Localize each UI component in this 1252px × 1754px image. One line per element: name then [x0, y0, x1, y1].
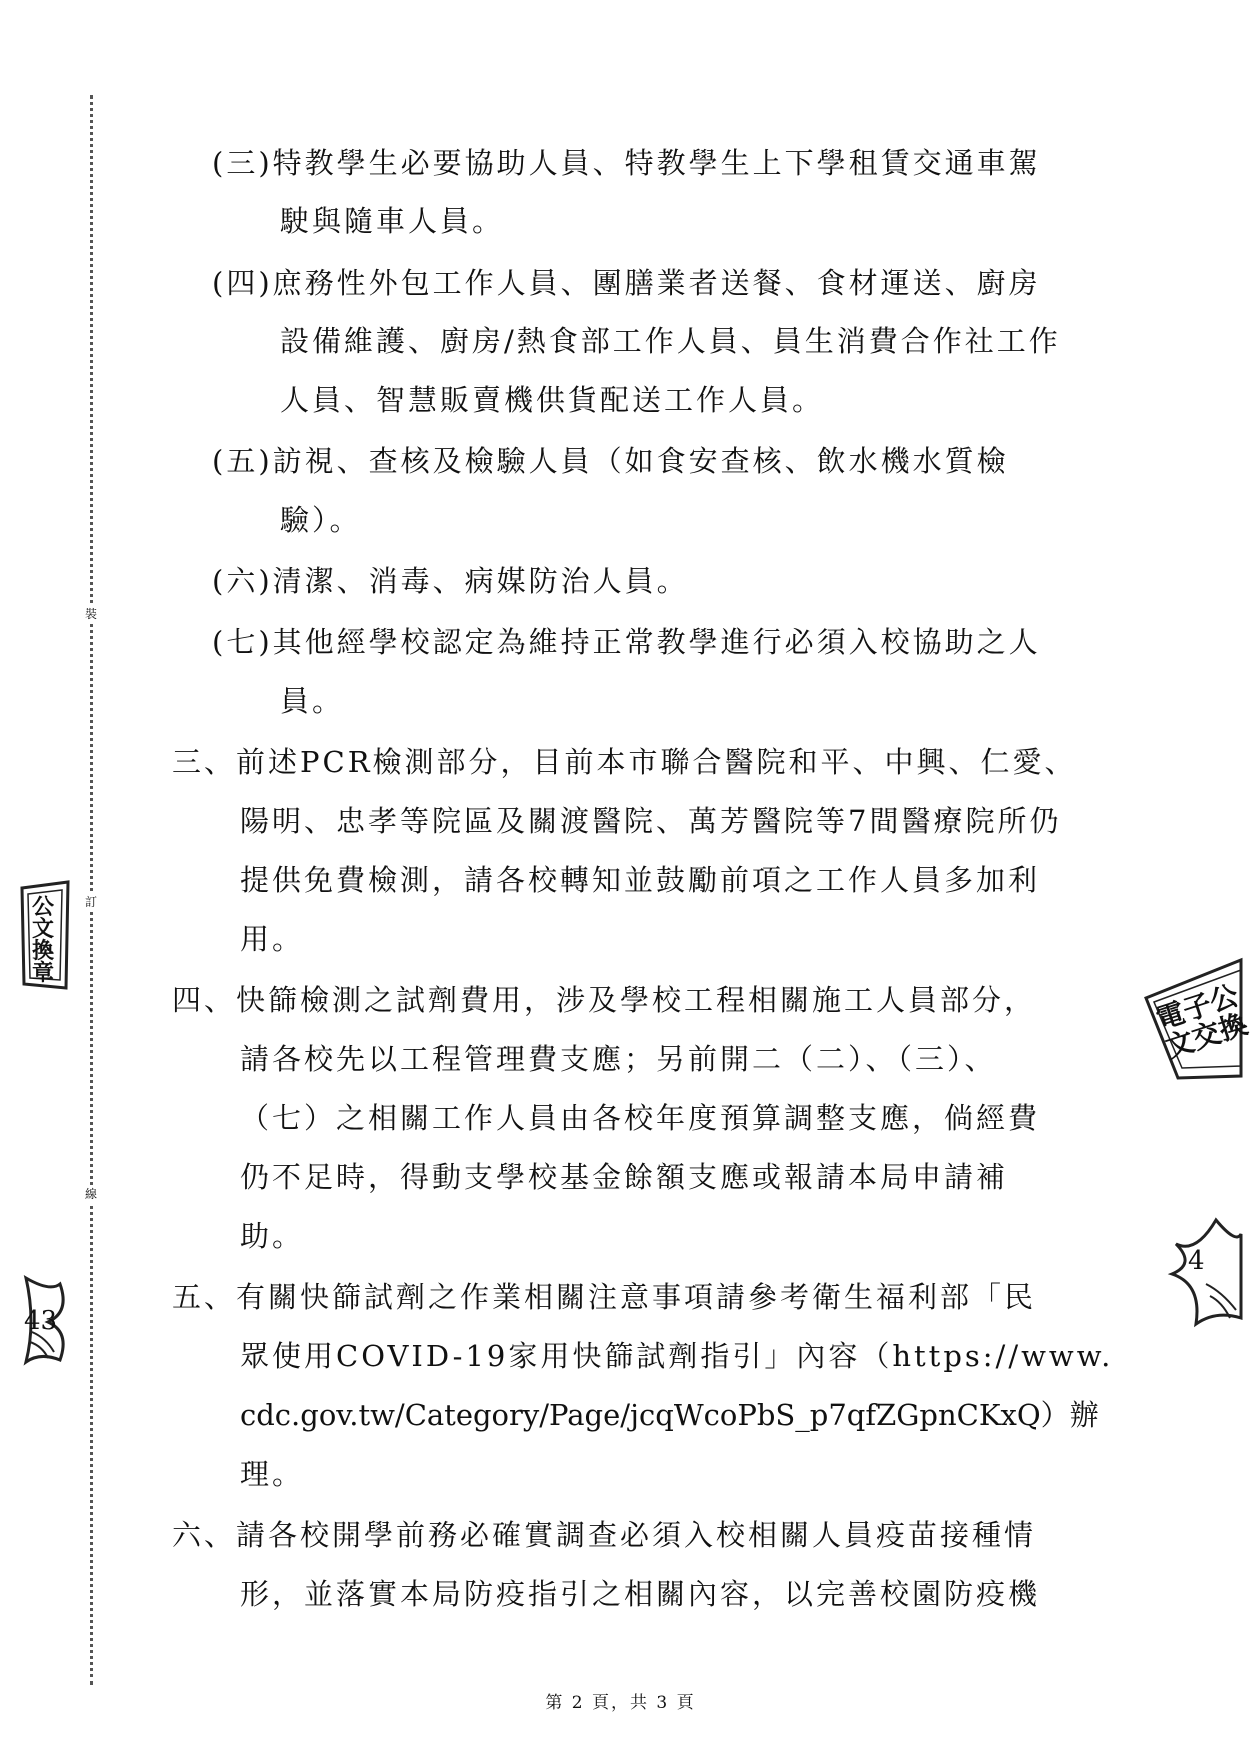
- left-seal-stamp: [20, 880, 70, 990]
- text-line: 提供免費檢測，請各校轉知並鼓勵前項之工作人員多加利: [240, 863, 1041, 897]
- binding-mark-ding: 訂: [85, 895, 98, 909]
- text-line: (三)特教學生必要協助人員、特教學生上下學租賃交通車駕: [212, 146, 1041, 180]
- right-seal-text: 電子公文交換: [1152, 978, 1252, 1065]
- text-line: （七）之相關工作人員由各校年度預算調整支應，倘經費: [240, 1101, 1041, 1135]
- left-page-number: 43: [24, 1306, 58, 1336]
- binding-line: [90, 95, 93, 1685]
- binding-mark-xian: 線: [85, 1187, 98, 1201]
- text-line: (五)訪視、查核及檢驗人員（如食安查核、飲水機水質檢: [212, 444, 1009, 478]
- text-line: 六、請各校開學前務必確實調查必須入校相關人員疫苗接種情: [172, 1518, 1037, 1552]
- text-line: 駛與隨車人員。: [280, 204, 505, 238]
- left-page-number-stamp: [20, 1272, 76, 1368]
- text-line: cdc.gov.tw/Category/Page/jcqWcoPbS_p7qfZGpnCKxQ）辦: [240, 1398, 1099, 1432]
- text-line: 請各校先以工程管理費支應；另前開二（二）、（三）、: [240, 1042, 997, 1076]
- text-line: 五、有關快篩試劑之作業相關注意事項請參考衛生福利部「民: [172, 1280, 1037, 1314]
- text-line: 眾使用COVID-19家用快篩試劑指引」內容（https://www.: [240, 1339, 1114, 1373]
- text-line: 驗）。: [280, 503, 362, 537]
- text-line: 四、快篩檢測之試劑費用，涉及學校工程相關施工人員部分，: [172, 983, 1037, 1017]
- text-line: (六)清潔、消毒、病媒防治人員。: [212, 564, 689, 598]
- text-line: 用。: [240, 922, 305, 956]
- page-footer: 第 2 頁，共 3 頁: [545, 1693, 696, 1713]
- text-line: 員。: [280, 684, 345, 718]
- text-line: 設備維護、廚房/熱食部工作人員、員生消費合作社工作: [280, 324, 1061, 358]
- text-line: (七)其他經學校認定為維持正常教學進行必須入校協助之人: [212, 625, 1041, 659]
- text-line: 三、前述PCR檢測部分，目前本市聯合醫院和平、中興、仁愛、: [172, 745, 1077, 779]
- text-line: 助。: [240, 1219, 305, 1253]
- text-line: 仍不足時，得動支學校基金餘額支應或報請本局申請補: [240, 1160, 1009, 1194]
- text-line: 形，並落實本局防疫指引之相關內容，以完善校園防疫機: [240, 1577, 1041, 1611]
- text-line: 陽明、忠孝等院區及關渡醫院、萬芳醫院等7間醫療院所仍: [240, 804, 1062, 838]
- right-seal-stamp: [1138, 958, 1252, 1078]
- right-page-number: 4: [1188, 1246, 1205, 1276]
- right-page-number-stamp: [1166, 1214, 1241, 1324]
- text-line: 人員、智慧販賣機供貨配送工作人員。: [280, 383, 825, 417]
- left-seal-text: 公文換章: [32, 894, 55, 986]
- text-line: (四)庶務性外包工作人員、團膳業者送餐、食材運送、廚房: [212, 266, 1041, 300]
- binding-mark-zhuang: 裝: [85, 607, 98, 621]
- text-line: 理。: [240, 1457, 305, 1491]
